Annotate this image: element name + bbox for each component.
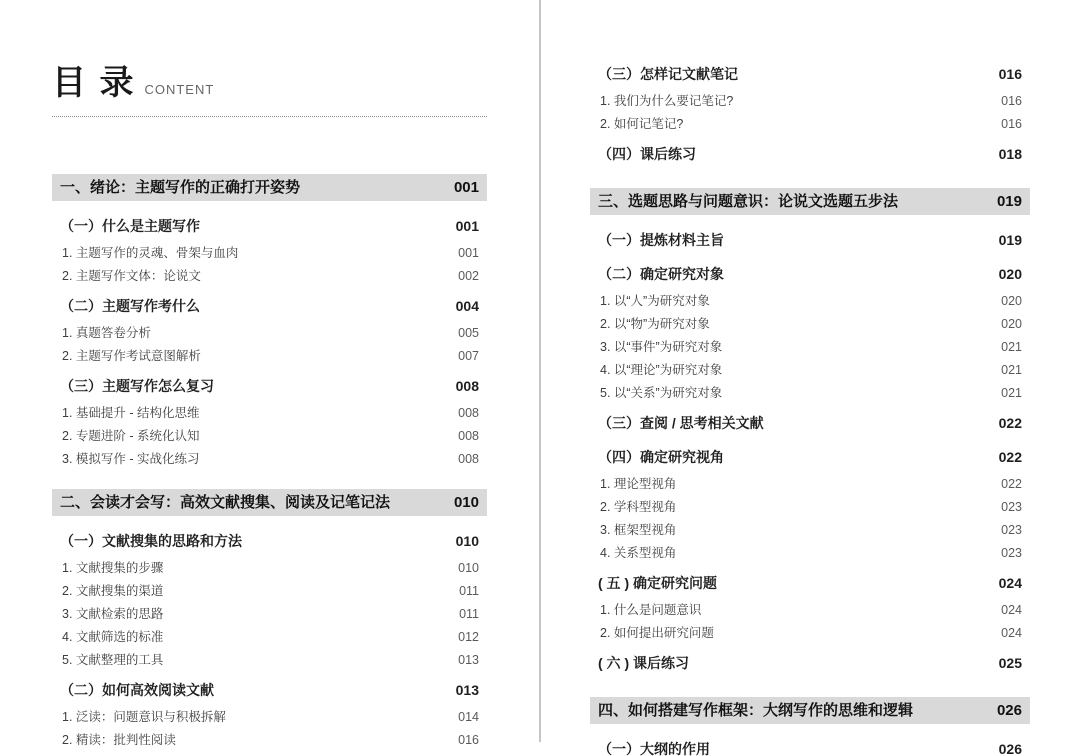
entry-page-number: 012 xyxy=(458,629,479,644)
entry-page-number: 014 xyxy=(458,709,479,724)
toc-section-row xyxy=(590,260,1030,288)
toc-section-row xyxy=(590,649,1030,677)
entry-page-number: 022 xyxy=(998,415,1022,431)
entry-label: （一）提炼材料主旨 xyxy=(598,232,724,248)
entry-label: （四）确定研究视角 xyxy=(598,449,724,465)
toc-item-row xyxy=(52,704,487,727)
toc-section-row xyxy=(590,226,1030,254)
toc-chapter-bar xyxy=(590,697,1030,724)
entry-label: 1. 以“人”为研究对象 xyxy=(600,293,710,308)
toc-item-row xyxy=(52,647,487,670)
toc-section-row xyxy=(52,527,487,555)
entry-label: 4. 以“理论”为研究对象 xyxy=(600,362,723,377)
entry-label: （二）如何高效阅读文献 xyxy=(60,682,214,698)
entry-label: （一）什么是主题写作 xyxy=(60,218,200,234)
toc-subtitle: CONTENT xyxy=(144,82,215,97)
entry-page-number: 002 xyxy=(458,268,479,283)
entry-label: 一、绪论：主题写作的正确打开姿势 xyxy=(60,179,301,196)
entry-page-number: 022 xyxy=(998,449,1022,465)
entry-label: 1. 泛读：问题意识与积极拆解 xyxy=(62,709,226,724)
entry-page-number: 023 xyxy=(1001,522,1022,537)
entry-label: 三、选题思路与问题意识：论说文选题五步法 xyxy=(598,193,899,210)
entry-label: 2. 专题进阶 - 系统化认知 xyxy=(62,428,200,443)
toc-item-row xyxy=(52,423,487,446)
toc-item-row xyxy=(590,597,1030,620)
entry-page-number: 020 xyxy=(1001,293,1022,308)
toc-chapter-bar xyxy=(52,174,487,201)
entry-label: 2. 精读：批判性阅读 xyxy=(62,732,176,747)
entry-label: 2. 主题写作文体：论说文 xyxy=(62,268,201,283)
entry-page-number: 025 xyxy=(998,655,1022,671)
entry-label: （四）课后练习 xyxy=(598,146,696,162)
entry-page-number: 010 xyxy=(455,533,479,549)
entry-label: （三）查阅 / 思考相关文献 xyxy=(598,415,764,431)
entry-page-number: 010 xyxy=(458,560,479,575)
toc-item-row xyxy=(590,334,1030,357)
toc-title: 目 录 xyxy=(52,64,136,102)
entry-page-number: 021 xyxy=(1001,339,1022,354)
entry-page-number: 011 xyxy=(459,583,479,598)
toc-section-row xyxy=(52,372,487,400)
entry-page-number: 023 xyxy=(1001,545,1022,560)
entry-label: 3. 文献检索的思路 xyxy=(62,606,164,621)
toc-chapter-bar xyxy=(52,489,487,516)
toc-section-row xyxy=(52,212,487,240)
entry-page-number: 008 xyxy=(455,378,479,394)
entry-label: 四、如何搭建写作框架：大纲写作的思维和逻辑 xyxy=(598,702,914,719)
entry-label: 1. 文献搜集的步骤 xyxy=(62,560,164,575)
entry-label: 3. 以“事件”为研究对象 xyxy=(600,339,723,354)
entry-label: 2. 如何提出研究问题 xyxy=(600,625,714,640)
toc-item-row xyxy=(52,555,487,578)
entry-label: （二）主题写作考什么 xyxy=(60,298,200,314)
entry-page-number: 020 xyxy=(998,266,1022,282)
entry-page-number: 026 xyxy=(996,702,1022,719)
entry-page-number: 008 xyxy=(458,451,479,466)
toc-item-row xyxy=(52,601,487,624)
toc-section-row xyxy=(52,676,487,704)
toc-item-row xyxy=(590,311,1030,334)
entry-label: 3. 模拟写作 - 实战化练习 xyxy=(62,451,200,466)
entry-label: 1. 主题写作的灵魂、骨架与血肉 xyxy=(62,245,239,260)
entry-label: ( 五 ) 确定研究问题 xyxy=(598,575,717,591)
entry-label: 1. 基础提升 - 结构化思维 xyxy=(62,405,200,420)
entry-page-number: 022 xyxy=(1001,476,1022,491)
entry-page-number: 026 xyxy=(998,741,1022,756)
toc-section-row xyxy=(590,409,1030,437)
toc-item-row xyxy=(590,517,1030,540)
entry-label: 1. 我们为什么要记笔记? xyxy=(600,93,734,108)
entry-page-number: 019 xyxy=(996,193,1022,210)
toc-item-row xyxy=(590,380,1030,403)
toc-item-row xyxy=(52,400,487,423)
entry-label: 2. 学科型视角 xyxy=(600,499,677,514)
entry-label: 3. 框架型视角 xyxy=(600,522,677,537)
entry-page-number: 021 xyxy=(1001,385,1022,400)
entry-label: 2. 以“物”为研究对象 xyxy=(600,316,710,331)
entry-label: 2. 主题写作考试意图解析 xyxy=(62,348,201,363)
toc-page-right xyxy=(540,0,1080,756)
entry-page-number: 023 xyxy=(1001,499,1022,514)
toc-item-row xyxy=(52,240,487,263)
toc-column-left xyxy=(52,174,487,750)
entry-label: （一）大纲的作用 xyxy=(598,741,710,756)
entry-page-number: 018 xyxy=(998,146,1022,162)
entry-page-number: 001 xyxy=(455,218,479,234)
page-divider xyxy=(539,0,541,742)
entry-page-number: 004 xyxy=(455,298,479,314)
entry-page-number: 016 xyxy=(458,732,479,747)
toc-item-row xyxy=(52,624,487,647)
toc-chapter-bar xyxy=(590,188,1030,215)
entry-label: 4. 文献筛选的标准 xyxy=(62,629,164,644)
entry-label: （二）确定研究对象 xyxy=(598,266,724,282)
entry-label: 二、会读才会写：高效文献搜集、阅读及记笔记法 xyxy=(60,494,391,511)
entry-page-number: 010 xyxy=(453,494,479,511)
entry-page-number: 016 xyxy=(998,66,1022,82)
toc-section-row xyxy=(590,60,1030,88)
entry-page-number: 016 xyxy=(1001,116,1022,131)
toc-item-row xyxy=(52,446,487,469)
toc-section-row xyxy=(590,569,1030,597)
entry-label: 2. 如何记笔记? xyxy=(600,116,684,131)
toc-item-row xyxy=(590,111,1030,134)
toc-item-row xyxy=(590,88,1030,111)
entry-label: 2. 文献搜集的渠道 xyxy=(62,583,164,598)
entry-page-number: 024 xyxy=(998,575,1022,591)
toc-item-row xyxy=(52,343,487,366)
entry-page-number: 021 xyxy=(1001,362,1022,377)
entry-page-number: 016 xyxy=(1001,93,1022,108)
entry-label: 1. 什么是问题意识 xyxy=(600,602,702,617)
toc-item-row xyxy=(590,288,1030,311)
toc-item-row xyxy=(590,471,1030,494)
toc-section-row xyxy=(52,292,487,320)
entry-page-number: 019 xyxy=(998,232,1022,248)
entry-label: 1. 理论型视角 xyxy=(600,476,677,491)
entry-label: （三）主题写作怎么复习 xyxy=(60,378,214,394)
entry-label: 4. 关系型视角 xyxy=(600,545,677,560)
entry-page-number: 001 xyxy=(453,179,479,196)
toc-item-row xyxy=(590,494,1030,517)
entry-page-number: 020 xyxy=(1001,316,1022,331)
toc-item-row xyxy=(52,320,487,343)
entry-page-number: 024 xyxy=(1001,625,1022,640)
entry-label: 1. 真题答卷分析 xyxy=(62,325,151,340)
entry-label: （一）文献搜集的思路和方法 xyxy=(60,533,242,549)
toc-item-row xyxy=(590,540,1030,563)
entry-label: 5. 以“关系”为研究对象 xyxy=(600,385,723,400)
toc-column-right xyxy=(590,60,1030,756)
entry-page-number: 013 xyxy=(458,652,479,667)
toc-item-row xyxy=(52,578,487,601)
entry-label: 5. 文献整理的工具 xyxy=(62,652,164,667)
toc-item-row xyxy=(590,620,1030,643)
toc-header xyxy=(52,55,487,117)
entry-page-number: 005 xyxy=(458,325,479,340)
entry-page-number: 013 xyxy=(455,682,479,698)
toc-item-row xyxy=(52,263,487,286)
toc-item-row xyxy=(52,727,487,750)
entry-label: ( 六 ) 课后练习 xyxy=(598,655,689,671)
toc-section-row xyxy=(590,735,1030,756)
entry-label: （三）怎样记文献笔记 xyxy=(598,66,738,82)
entry-page-number: 011 xyxy=(459,606,479,621)
toc-section-row xyxy=(590,443,1030,471)
entry-page-number: 007 xyxy=(458,348,479,363)
toc-section-row xyxy=(590,140,1030,168)
entry-page-number: 001 xyxy=(458,245,479,260)
entry-page-number: 008 xyxy=(458,428,479,443)
entry-page-number: 024 xyxy=(1001,602,1022,617)
entry-page-number: 008 xyxy=(458,405,479,420)
toc-item-row xyxy=(590,357,1030,380)
